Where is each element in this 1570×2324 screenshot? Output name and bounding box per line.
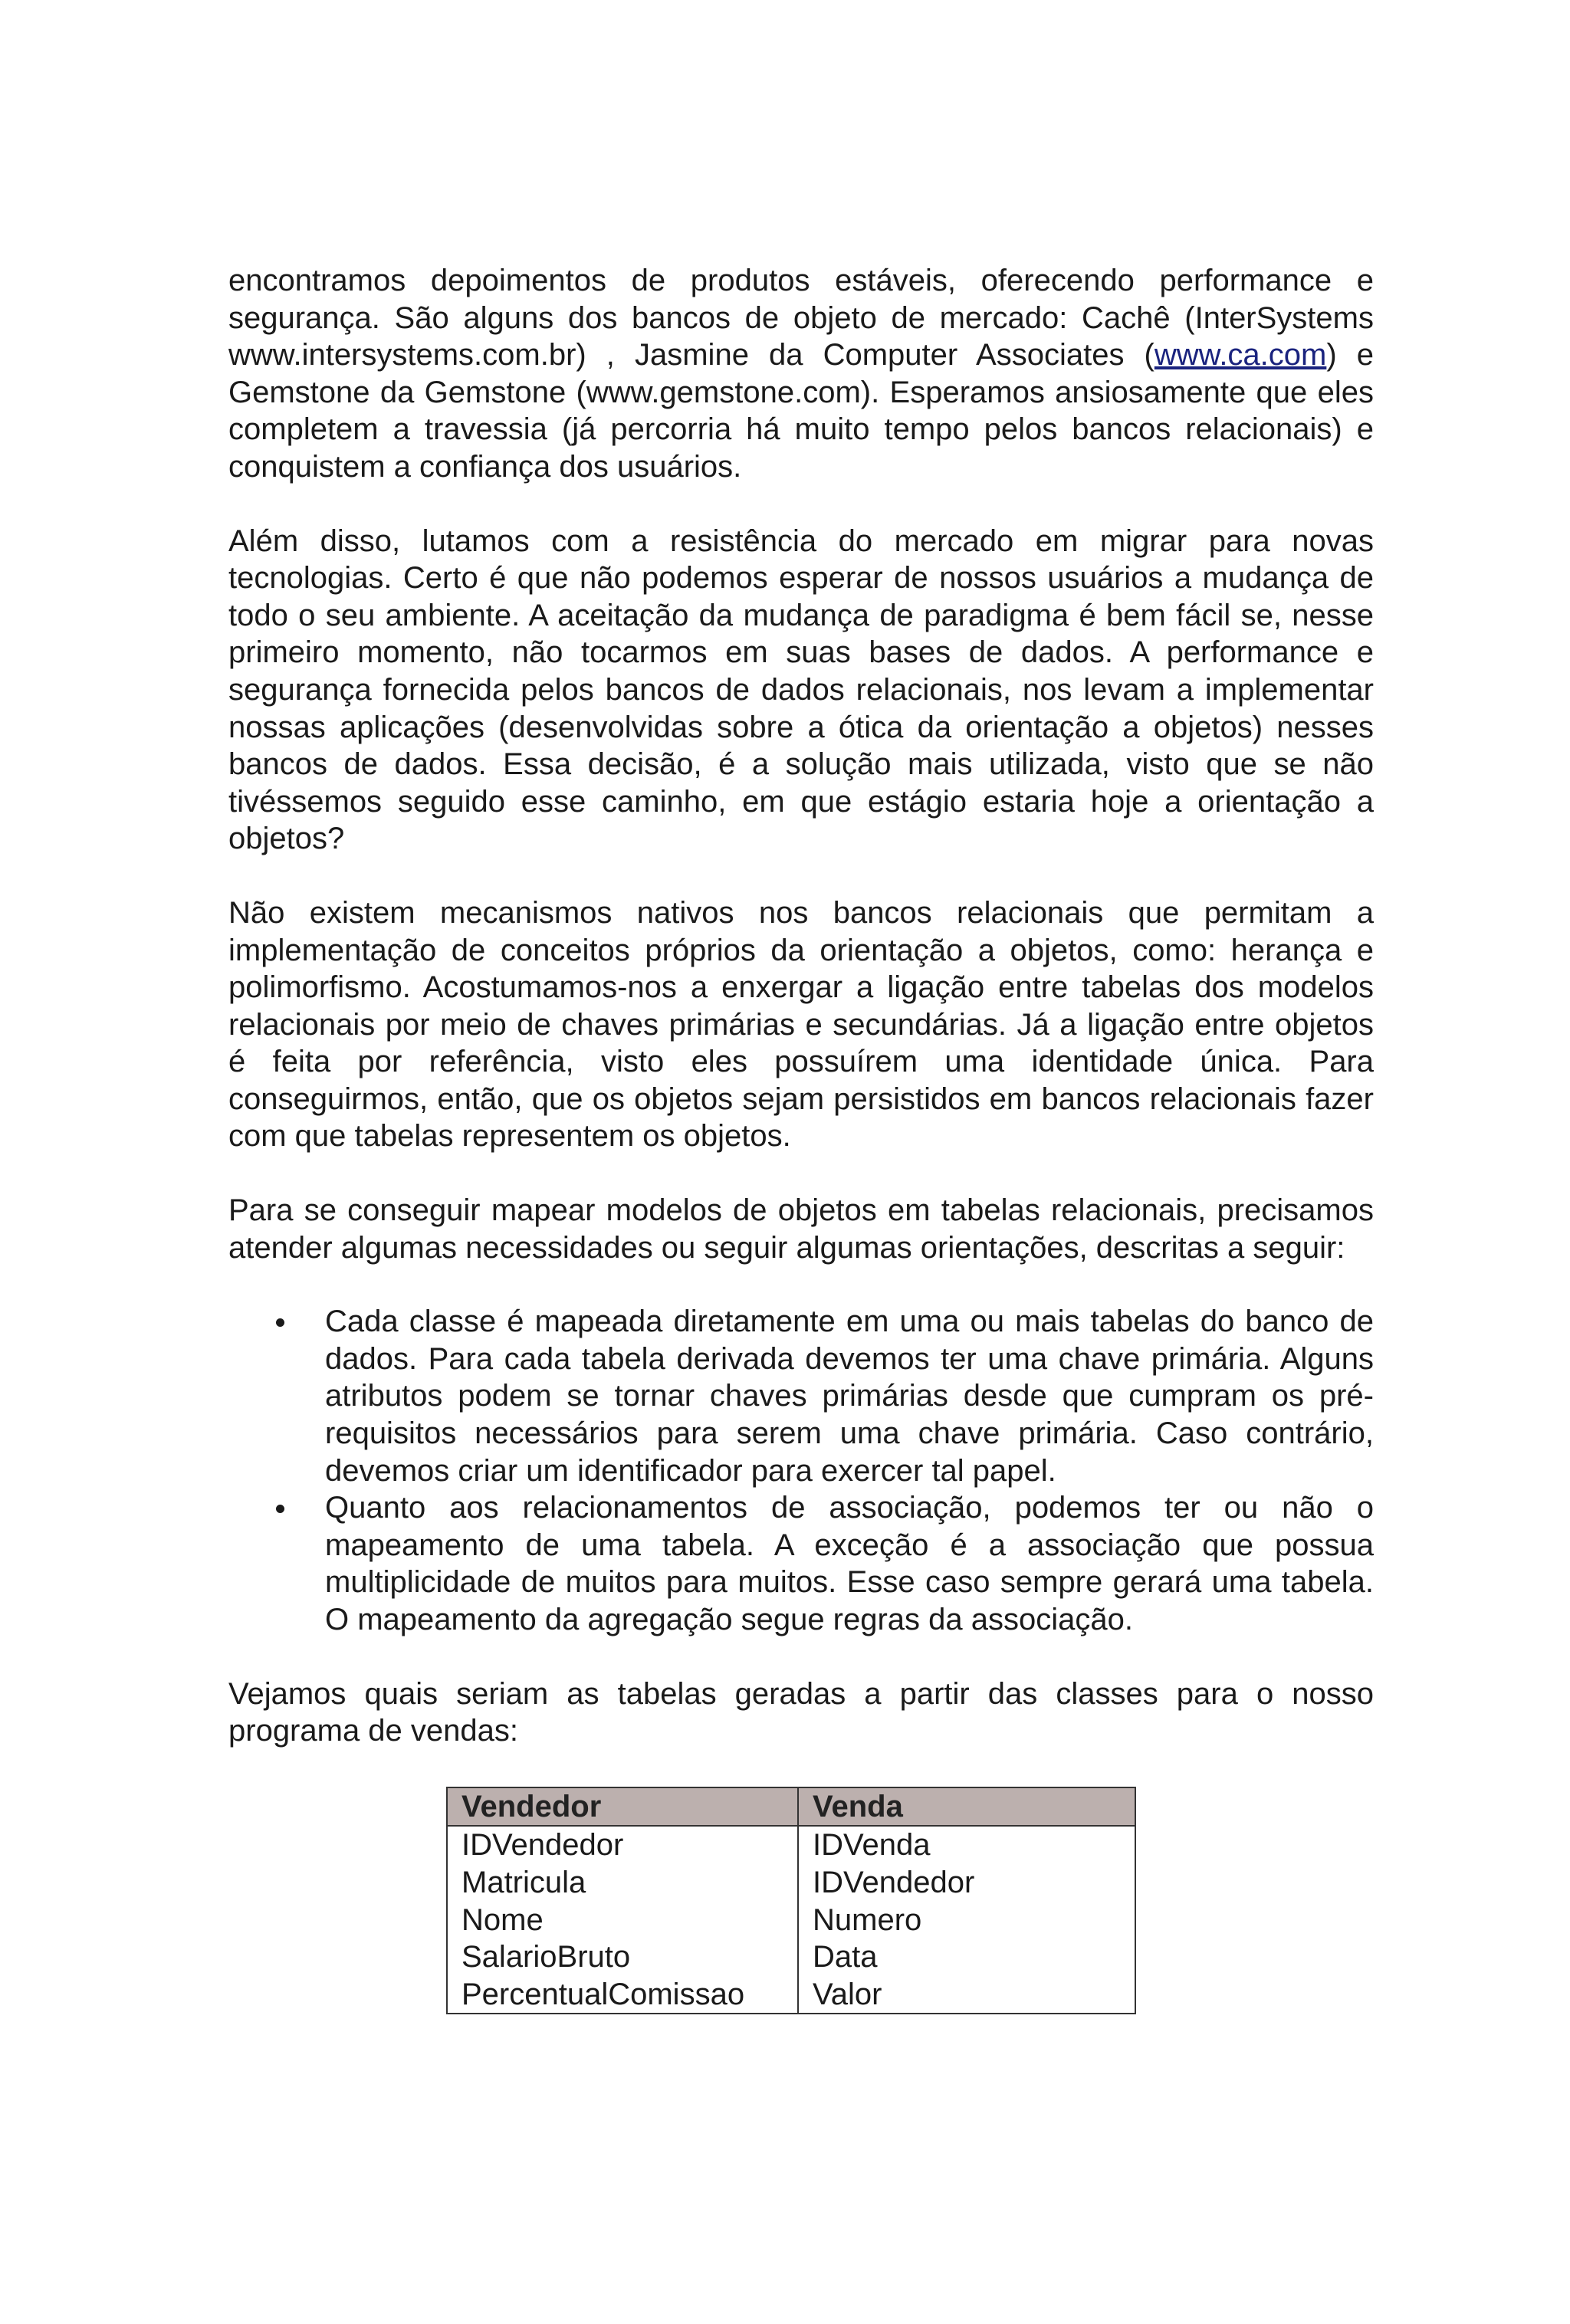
bullet-item-2 (228, 1489, 1374, 1638)
document-page (228, 262, 1374, 2014)
bullet-item-1-text: Cada classe é mapeada diretamente em uma ou mais tabelas do banco de dados. Para cada tabela derivada devemos ter uma chave primária. Alguns atributos podem se tornar chaves primárias desde que cumpram os pré-requisitos necessários para serem uma chave primária. Caso contrário, devemos criar um identificador para exercer tal papel. (325, 1305, 1374, 1488)
table-cell: Numero (798, 1902, 1135, 1939)
bullet-item-2-text: Quanto aos relacionamentos de associação, podemos ter ou não o mapeamento de uma tabela. A exceção é a associação que possua multiplicidade de muitos para muitos. Esse caso sempre gerará uma tabela. O mapeamento da agregação segue regras da associação. (325, 1491, 1374, 1636)
paragraph-5: Vejamos quais seriam as tabelas geradas a partir das classes para o nosso programa de vendas: (228, 1676, 1374, 1748)
paragraph-4: Para se conseguir mapear modelos de objetos em tabelas relacionais, precisamos atender algumas necessidades ou seguir algumas orientações, descritas a seguir: (228, 1193, 1374, 1265)
table-cell: IDVenda (798, 1826, 1135, 1864)
table-cell: SalarioBruto (447, 1938, 798, 1976)
table-cell: Valor (798, 1976, 1135, 2014)
table-cell: Data (798, 1938, 1135, 1976)
table-header-row (447, 1787, 1135, 1827)
bullet-item-1 (228, 1303, 1374, 1489)
paragraph-2: Além disso, lutamos com a resistência do mercado em migrar para novas tecnologias. Certo é que não podemos esperar de nossos usuários a mudança de todo o seu ambiente. A aceitação da mudança de paradigma é bem fácil se, nesse primeiro momento, não tocarmos em suas bases de dados. A performance e segurança fornecida pelos bancos de dados relacionais, nos levam a implementar nossas aplicações (desenvolvidas sobre a ótica da orientação a objetos) nesses bancos de dados. Essa decisão, é a solução mais utilizada, visto que se não tivéssemos seguido esse caminho, em que estágio estaria hoje a orientação a objetos? (228, 524, 1374, 856)
table-row (447, 1976, 1135, 2014)
table-cell: PercentualComissao (447, 1976, 798, 2014)
table-row (447, 1826, 1135, 1864)
bullet-dot-icon (276, 1505, 284, 1513)
bullet-list (228, 1303, 1374, 1638)
ca-link[interactable]: www.ca.com (1154, 338, 1327, 373)
paragraph-3: Não existem mecanismos nativos nos bancos relacionais que permitam a implementação de conceitos próprios da orientação a objetos, como: herança e polimorfismo. Acostumamos-nos a enxergar a ligação entre tabelas dos modelos relacionais por meio de chaves primárias e secundárias. Já a ligação entre objetos é feita por referência, visto eles possuírem uma identidade única. Para conseguirmos, então, que os objetos sejam persistidos em bancos relacionais fazer com que tabelas representem os objetos. (228, 895, 1374, 1154)
header-venda: Venda (798, 1787, 1135, 1827)
header-vendedor: Vendedor (447, 1787, 798, 1827)
table-cell: Matricula (447, 1864, 798, 1902)
bullet-dot-icon (276, 1318, 284, 1327)
table-cell: Nome (447, 1902, 798, 1939)
table-cell: IDVendedor (447, 1826, 798, 1864)
paragraph-1-text-b: ) e Gemstone da Gemstone (www.gemstone.com). Esperamos ansiosamente que eles completem a travessia (já percorria há muito tempo pelos bancos relacionais) e conquistem a confiança dos usuários. (228, 338, 1374, 484)
paragraph-1-text-a: encontramos depoimentos de produtos estáveis, oferecendo performance e segurança. São alguns dos bancos de objeto de mercado: Cachê (InterSystems www.intersystems.com.br) , Jasmine da Computer Associates ( (228, 264, 1374, 373)
table-cell: IDVendedor (798, 1864, 1135, 1902)
table-row (447, 1902, 1135, 1939)
paragraph-1 (228, 262, 1374, 486)
table-row (447, 1938, 1135, 1976)
tables-mapping-table (446, 1787, 1136, 2015)
table-row (447, 1864, 1135, 1902)
